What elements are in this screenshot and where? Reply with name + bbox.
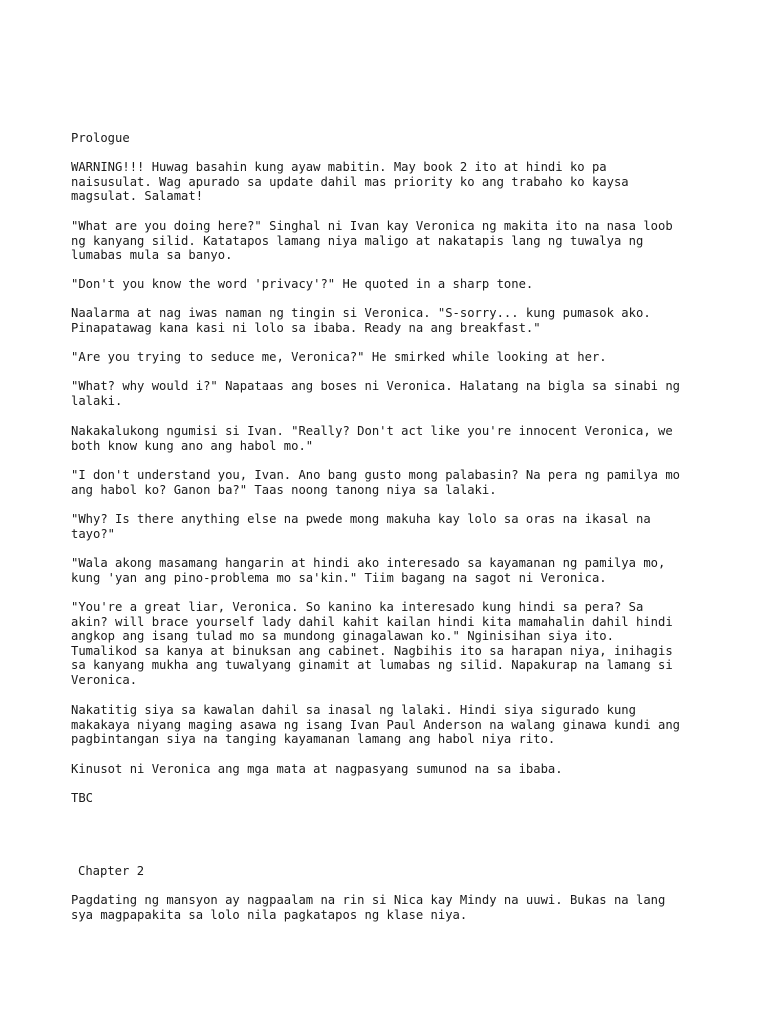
paragraph-5: "What? why would i?" Napataas ang boses ni Veronica. Halatang na bigla sa sinabi ng lalaki. [71,379,681,408]
paragraph-11: Nakatitig siya sa kawalan dahil sa inasal ng lalaki. Hindi siya sigurado kung makakaya niyang maging asawa ng isang Ivan Paul Anderson na walang ginawa kundi ang pagbintangan siya na tanging kayamanan lamang ang habol niya rito. [71,703,681,747]
paragraph-warning: WARNING!!! Huwag basahin kung ayaw mabitin. May book 2 ito at hindi ko pa naisusulat. Wag apurado sa update dahil mas priority ko ang trabaho ko kaysa magsulat. Salamat! [71,160,629,204]
paragraph-3: Naalarma at nag iwas naman ng tingin si Veronica. "S-sorry... kung pumasok ako. Pinapatawag kana kasi ni lolo sa ibaba. Ready na ang breakfast." [71,306,651,335]
paragraph-6: Nakakalukong ngumisi si Ivan. "Really? Don't act like you're innocent Veronica, we both know kung ano ang habol mo." [71,424,673,453]
tbc-marker: TBC [71,791,94,805]
paragraph-1: "What are you doing here?" Singhal ni Ivan kay Veronica ng makita ito na nasa loob ng kanyang silid. Katatapos lamang niya maligo at nakatapis lang ng tuwalya ng lumabas mula sa banyo. [71,219,673,263]
paragraph-4: "Are you trying to seduce me, Veronica?" He smirked while looking at her. [71,350,607,364]
paragraph-10: "You're a great liar, Veronica. So kanino ka interesado kung hindi sa pera? Sa akin? will brace yourself lady dahil kahit kailan hindi kita mamahalin dahil hindi angkop ang isang tulad mo sa mundong ginagalawan ko." Nginisihan siya ito. Tumalikod sa kanya at binuksan ang cabinet. Nagbihis ito sa harapan niya, inihagis sa kanyang mukha ang tuwalyang ginamit at lumabas ng silid. Napakurap na lamang si Veronica. [71,600,673,687]
chapter-paragraph: Pagdating ng mansyon ay nagpaalam na rin si Nica kay Mindy na uuwi. Bukas na lang sya magpapakita sa lolo nila pagkatapos ng klase niya. [71,893,666,922]
paragraph-2: "Don't you know the word 'privacy'?" He quoted in a sharp tone. [71,277,534,291]
chapter-heading: Chapter 2 [78,864,145,878]
paragraph-7: "I don't understand you, Ivan. Ano bang gusto mong palabasin? Na pera ng pamilya mo ang habol ko? Ganon ba?" Taas noong tanong niya sa lalaki. [71,468,681,497]
paragraph-9: "Wala akong masamang hangarin at hindi ako interesado sa kayamanan ng pamilya mo, kung 'yan ang pino-problema mo sa'kin." Tiim bagang na sagot ni Veronica. [71,556,666,585]
paragraph-8: "Why? Is there anything else na pwede mong makuha kay lolo sa oras na ikasal na tayo?" [71,512,651,541]
paragraph-12: Kinusot ni Veronica ang mga mata at nagpasyang sumunod na sa ibaba. [71,762,563,776]
prologue-heading: Prologue [71,131,130,145]
